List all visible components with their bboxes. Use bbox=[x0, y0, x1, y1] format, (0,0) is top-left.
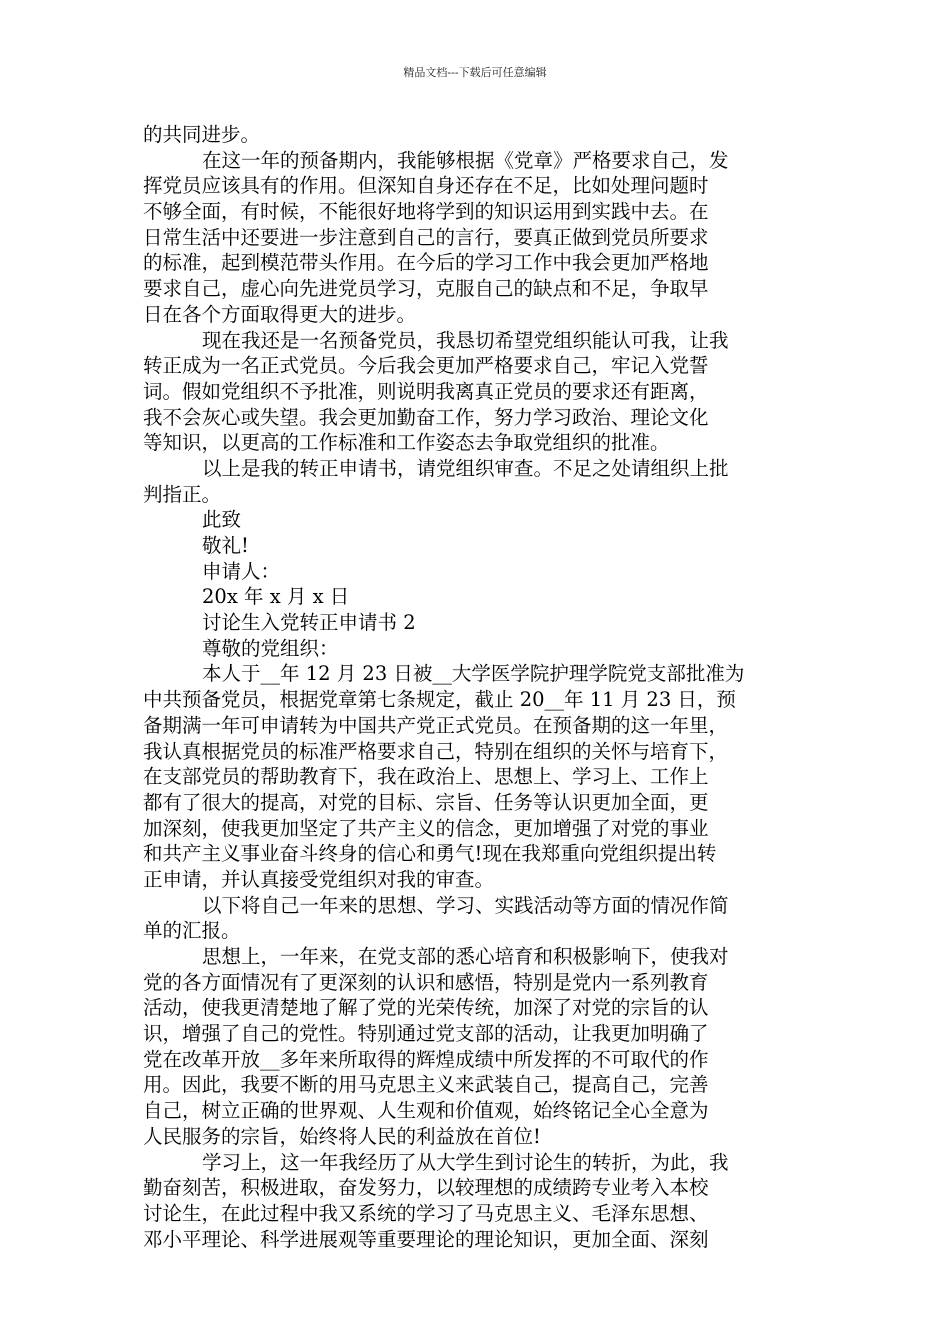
text-line: 讨论生入党转正申请书 2 bbox=[202, 611, 416, 635]
text-line: 不够全面，有时候，不能很好地将学到的知识运用到实践中去。在 bbox=[143, 200, 709, 224]
text-line: 的共同进步。 bbox=[143, 123, 261, 146]
text-line: 单的汇报。 bbox=[143, 919, 241, 943]
text-line: 本人于__年 12 月 23 日被__大学医学院护理学院党支部批准为 bbox=[202, 662, 745, 686]
text-line: 识，增强了自己的党性。特别通过党支部的活动，让我更加明确了 bbox=[143, 1022, 709, 1046]
text-line: 尊敬的党组织： bbox=[202, 636, 339, 660]
text-line: 转正成为一名正式党员。今后我会更加严格要求自己，牢记入党誓 bbox=[143, 354, 709, 378]
text-line: 正申请，并认真接受党组织对我的审查。 bbox=[143, 867, 495, 891]
text-line: 都有了很大的提高，对党的目标、宗旨、任务等认识更加全面，更 bbox=[143, 790, 709, 814]
text-line: 日在各个方面取得更大的进步。 bbox=[143, 302, 417, 326]
text-line: 用。因此，我要不断的用马克思主义来武装自己，提高自己，完善 bbox=[143, 1073, 709, 1097]
text-line: 日常生活中还要进一步注意到自己的言行，要真正做到党员所要求 bbox=[143, 225, 709, 249]
text-line: 党在改革开放__多年来所取得的辉煌成绩中所发挥的不可取代的作 bbox=[143, 1047, 709, 1071]
text-line: 邓小平理论、科学进展观等重要理论的理论知识，更加全面、深刻 bbox=[143, 1227, 709, 1251]
text-line: 思想上，一年来，在党支部的悉心培育和积极影响下，使我对 bbox=[202, 945, 729, 968]
text-line: 以下将自己一年来的思想、学习、实践活动等方面的情况作简 bbox=[202, 893, 729, 917]
text-line: 我认真根据党员的标准严格要求自己，特别在组织的关怀与培育下， bbox=[143, 739, 729, 763]
text-line: 词。假如党组织不予批准，则说明我离真正党员的要求还有距离， bbox=[143, 379, 709, 403]
text-line: 要求自己，虚心向先进党员学习，克服自己的缺点和不足，争取早 bbox=[143, 277, 709, 301]
text-line: 判指正。 bbox=[143, 482, 222, 506]
text-line: 此致 bbox=[202, 508, 242, 532]
text-line: 备期满一年可申请转为中国共产党正式党员。在预备期的这一年里， bbox=[143, 713, 729, 737]
text-line: 党的各方面情况有了更深刻的认识和感悟，特别是党内一系列教育 bbox=[143, 970, 709, 994]
text-line: 申请人： bbox=[202, 559, 281, 583]
text-line: 人民服务的宗旨，始终将人民的利益放在首位! bbox=[143, 1124, 541, 1148]
text-line: 在这一年的预备期内，我能够根据《党章》严格要求自己，发 bbox=[202, 148, 729, 172]
text-line: 现在我还是一名预备党员，我恳切希望党组织能认可我，让我 bbox=[202, 328, 729, 352]
text-line: 挥党员应该具有的作用。但深知自身还存在不足，比如处理问题时 bbox=[143, 174, 709, 198]
text-line: 20x 年 x 月 x 日 bbox=[202, 585, 350, 609]
text-line: 加深刻，使我更加坚定了共产主义的信念，更加增强了对党的事业 bbox=[143, 816, 709, 840]
text-line: 中共预备党员，根据党章第七条规定，截止 20__年 11 月 23 日，预 bbox=[143, 688, 736, 712]
text-line: 学习上，这一年我经历了从大学生到讨论生的转折，为此，我 bbox=[202, 1150, 729, 1174]
text-line: 敬礼! bbox=[202, 534, 249, 557]
text-line: 的标准，起到模范带头作用。在今后的学习工作中我会更加严格地 bbox=[143, 251, 709, 275]
text-line: 讨论生，在此过程中我又系统的学习了马克思主义、毛泽东思想、 bbox=[143, 1201, 709, 1225]
document-body bbox=[143, 122, 807, 1252]
text-line: 在支部党员的帮助教育下，我在政治上、思想上、学习上、工作上 bbox=[143, 765, 709, 789]
page-header: 精品文档---下载后可任意编辑 bbox=[403, 66, 547, 79]
text-line: 自己，树立正确的世界观、人生观和价值观，始终铭记全心全意为 bbox=[143, 1099, 709, 1123]
text-line: 等知识，以更高的工作标准和工作姿态去争取党组织的批准。 bbox=[143, 431, 670, 455]
text-line: 以上是我的转正申请书，请党组织审查。不足之处请组织上批 bbox=[202, 456, 729, 480]
text-line: 勤奋刻苦，积极进取，奋发努力，以较理想的成绩跨专业考入本校 bbox=[143, 1176, 709, 1200]
text-line: 我不会灰心或失望。我会更加勤奋工作，努力学习政治、理论文化 bbox=[143, 405, 709, 429]
text-line: 和共产主义事业奋斗终身的信心和勇气!现在我郑重向党组织提出转 bbox=[143, 842, 717, 866]
text-line: 活动，使我更清楚地了解了党的光荣传统，加深了对党的宗旨的认 bbox=[143, 996, 709, 1020]
